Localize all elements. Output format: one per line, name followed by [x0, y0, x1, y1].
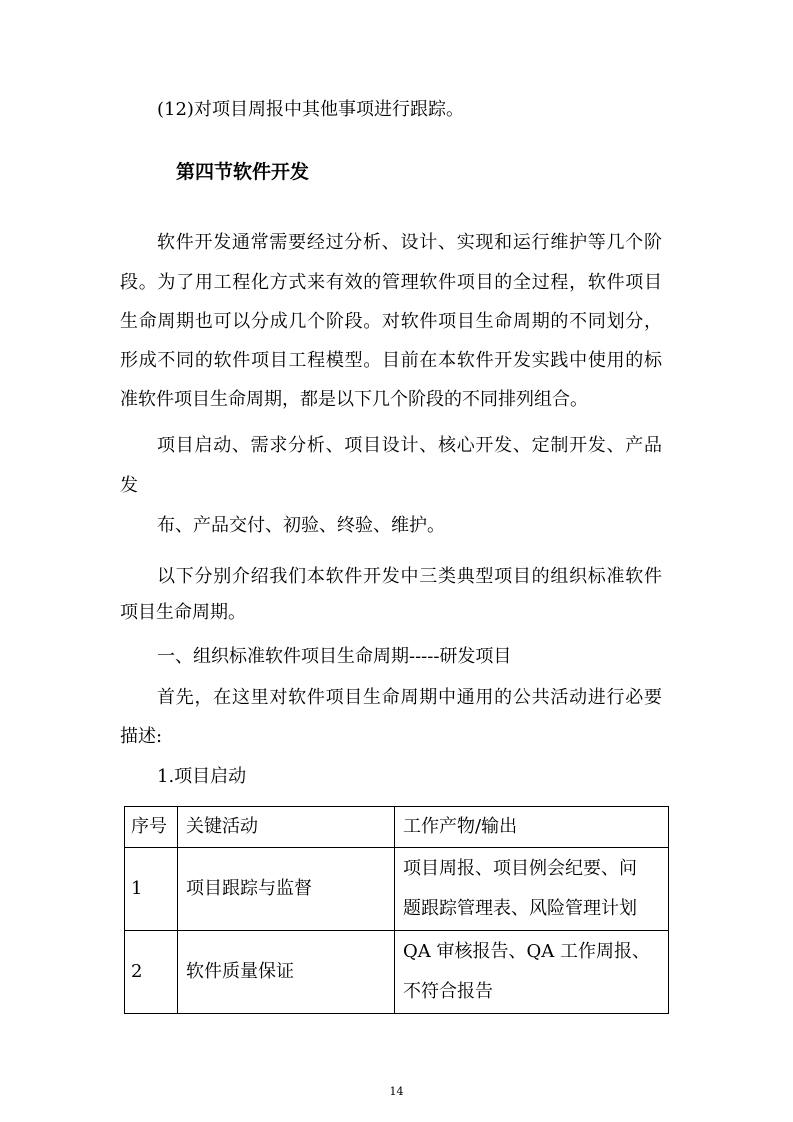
paragraph-line: 生命周期也可以分成几个阶段。对软件项目生命周期的不同划分，: [120, 311, 662, 332]
paragraph-line: 准软件项目生命周期，都是以下几个阶段的不同排列组合。: [120, 389, 588, 410]
paragraph-line: 布、产品交付、初验、终验、维护。: [157, 515, 445, 536]
cell-output: [395, 931, 669, 1014]
table-row: [125, 848, 669, 931]
paragraph-line: 段。为了用工程化方式来有效的管理软件项目的全过程，软件项目: [120, 272, 662, 293]
cell-no: 1: [125, 848, 178, 931]
paragraph-line: 发: [120, 475, 138, 496]
table-row: [125, 931, 669, 1014]
output-line: 项目周报、项目例会纪要、问: [403, 858, 637, 879]
paragraph-line: 项目生命周期。: [120, 602, 246, 623]
output-line: QA 审核报告、QA 工作周报、: [403, 941, 650, 962]
paragraph-line: 项目启动、需求分析、项目设计、核心开发、定制开发、产品: [157, 435, 662, 456]
paragraph-line: 以下分别介绍我们本软件开发中三类典型项目的组织标准软件: [157, 566, 662, 587]
page-number: 14: [389, 1085, 404, 1098]
list-item-12: (12)对项目周报中其他事项进行跟踪。: [157, 99, 464, 120]
cell-activity: 项目跟踪与监督: [178, 848, 395, 931]
step-heading: 1.项目启动: [157, 766, 247, 787]
section-heading: 第四节软件开发: [176, 161, 310, 183]
paragraph-line: 软件开发通常需要经过分析、设计、实现和运行维护等几个阶: [157, 232, 662, 253]
paragraph-line: 形成不同的软件项目工程模型。目前在本软件开发实践中使用的标: [120, 350, 662, 371]
cell-activity: 软件质量保证: [178, 931, 395, 1014]
cell-output: [395, 848, 669, 931]
header-cell: 关键活动: [178, 807, 395, 848]
header-cell: 序号: [125, 807, 178, 848]
paragraph-line: 首先，在这里对软件项目生命周期中通用的公共活动进行必要: [157, 687, 662, 708]
output-line: 不符合报告: [403, 981, 493, 1002]
cell-no: 2: [125, 931, 178, 1014]
subsection-heading: 一、组织标准软件项目生命周期-----研发项目: [157, 646, 512, 667]
activity-table: [124, 806, 669, 1014]
header-cell: 工作产物/输出: [395, 807, 669, 848]
output-line: 题跟踪管理表、风险管理计划: [403, 898, 637, 919]
table-header-row: [125, 807, 669, 848]
paragraph-line: 描述:: [120, 726, 163, 747]
